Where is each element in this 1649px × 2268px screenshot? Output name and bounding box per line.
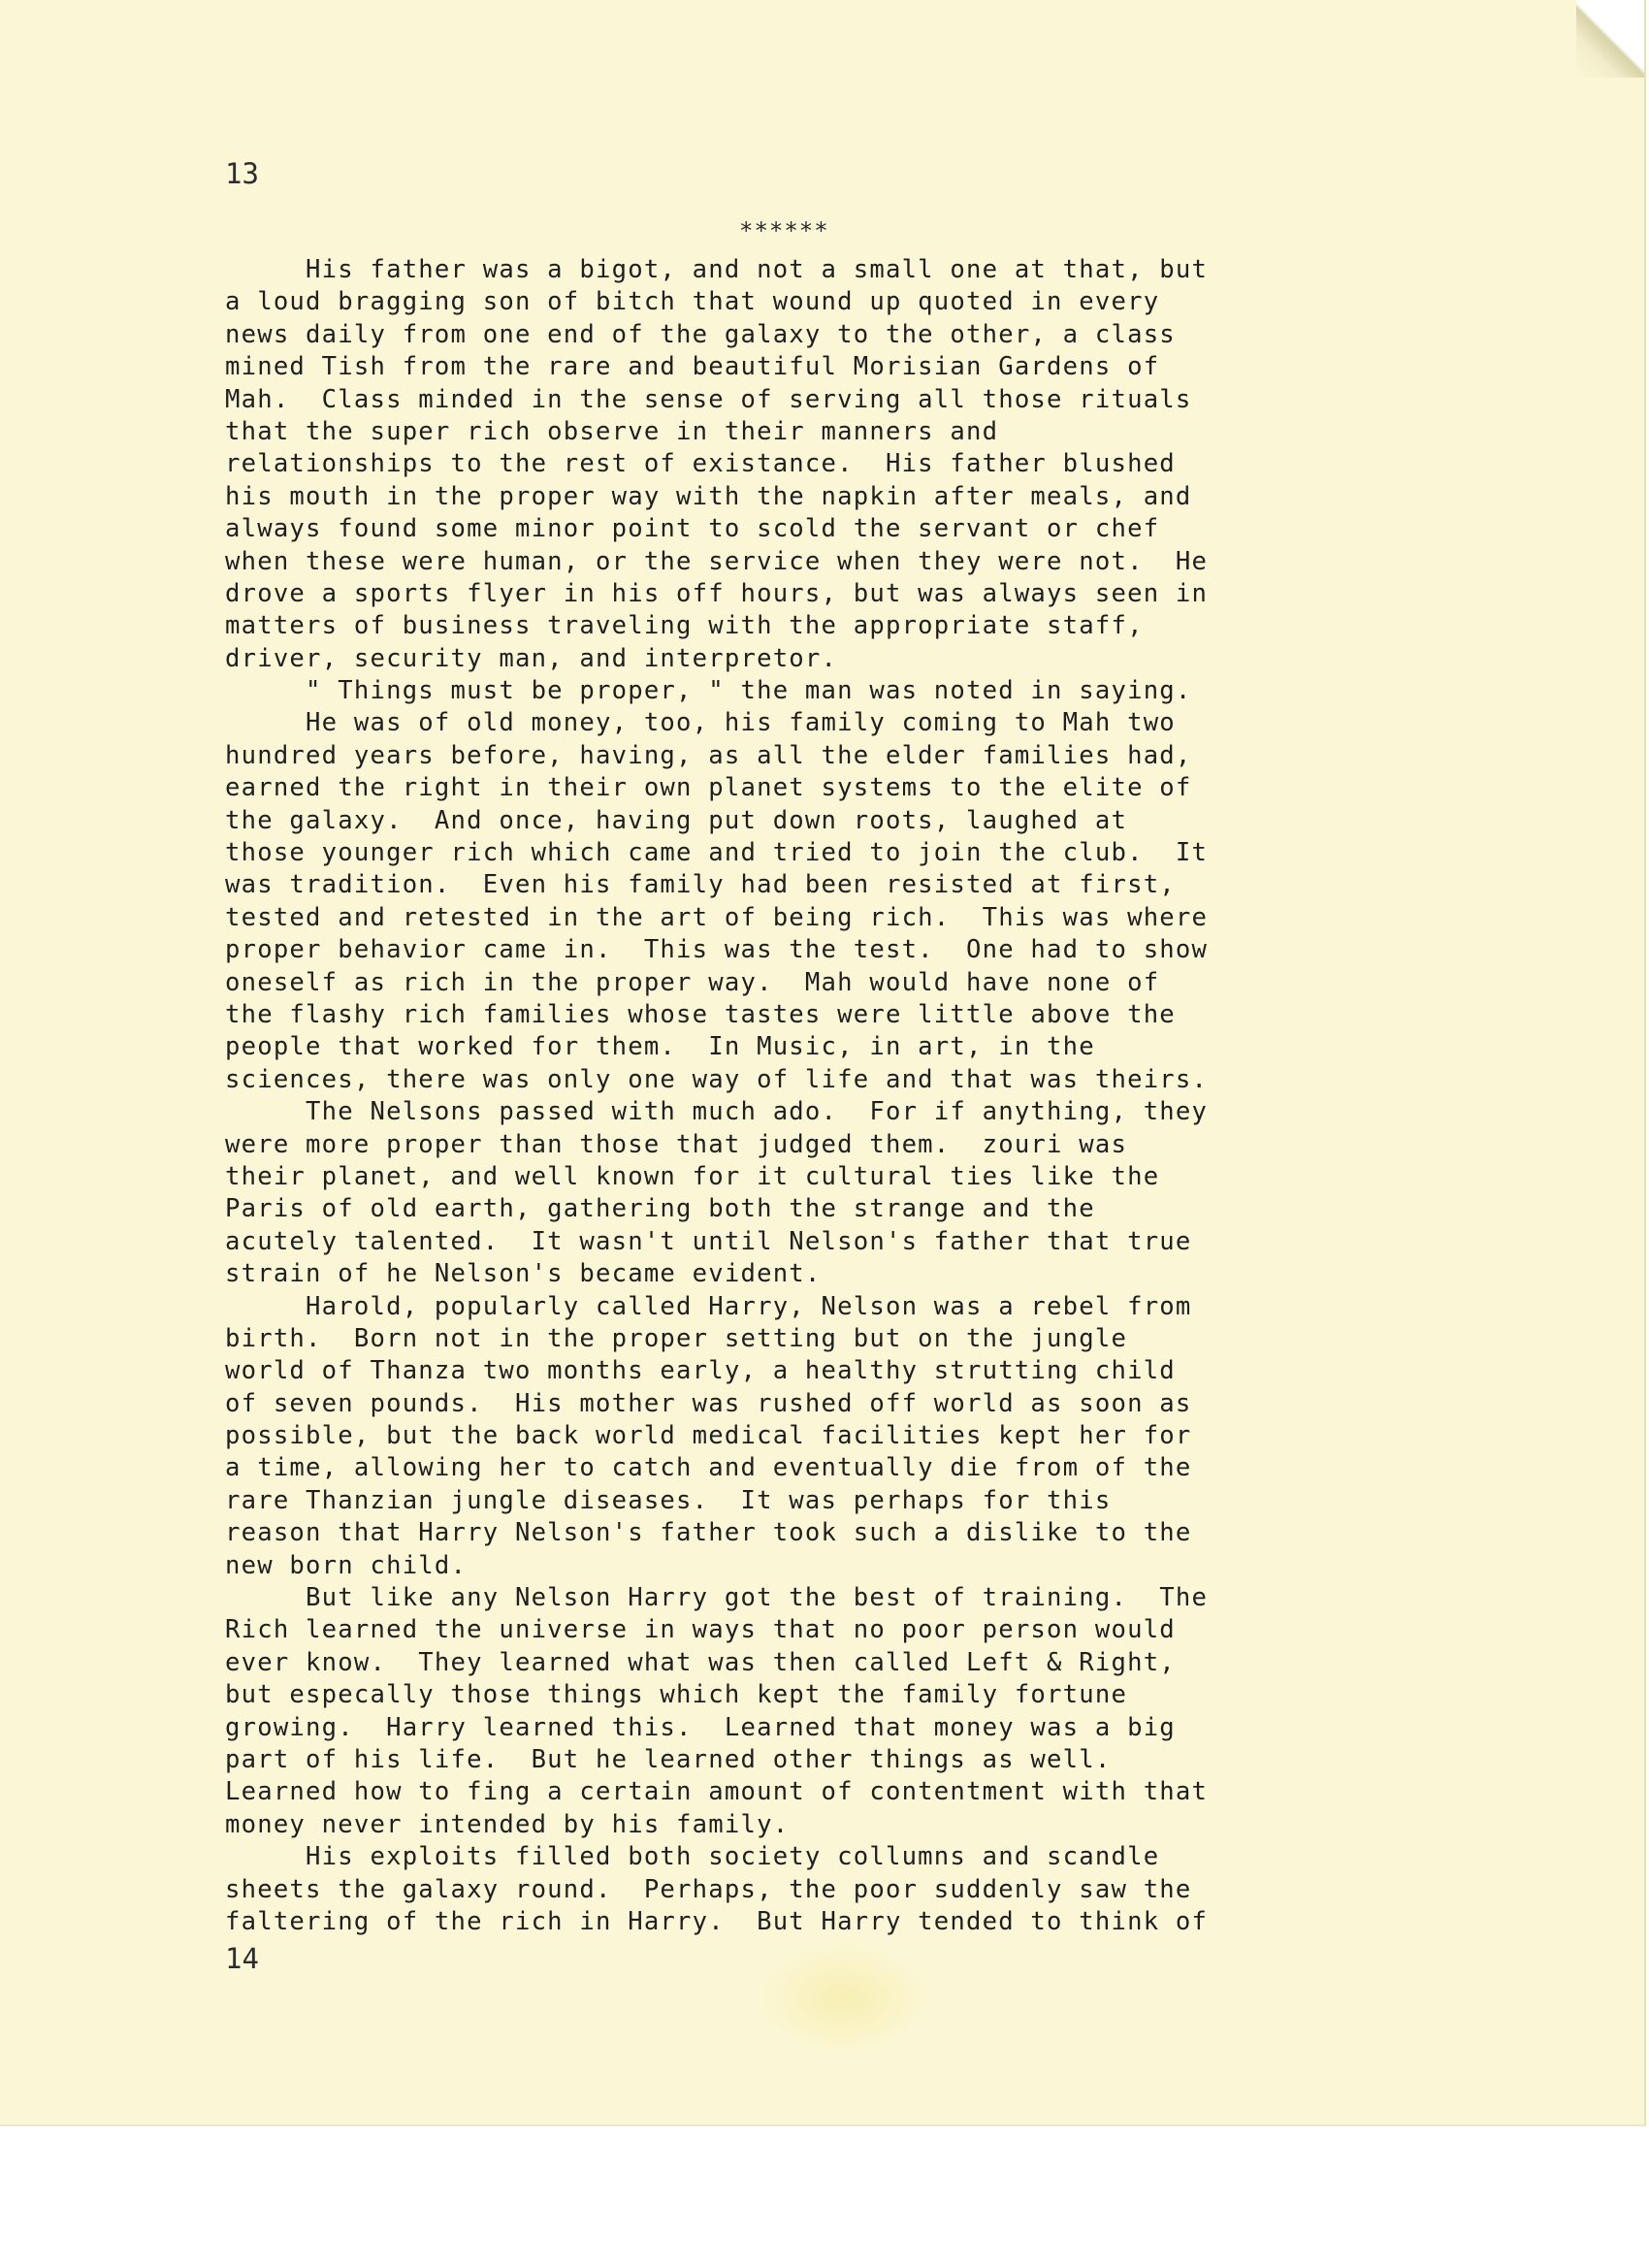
text-line: but especally those things which kept the family fortune	[225, 1680, 1128, 1710]
text-line: money never intended by his family.	[225, 1809, 790, 1839]
text-line: rare Thanzian jungle diseases. It was perhaps for this	[225, 1485, 1112, 1515]
paper-stain	[757, 1940, 931, 2057]
text-line: sheets the galaxy round. Perhaps, the poor suddenly saw the	[225, 1874, 1192, 1904]
text-line: matters of business traveling with the appropriate staff,	[225, 611, 1144, 641]
text-line: earned the right in their own planet systems to the elite of	[225, 773, 1192, 803]
body-text	[225, 254, 1428, 1938]
text-line: people that worked for them. In Music, in art, in the	[225, 1032, 1095, 1062]
text-line: when these were human, or the service when they were not. He	[225, 546, 1209, 576]
text-line: drove a sports flyer in his off hours, but was always seen in	[225, 578, 1209, 608]
text-line: His father was a bigot, and not a small one at that, but	[225, 255, 1209, 284]
text-line: sciences, there was only one way of life and that was theirs.	[225, 1064, 1209, 1094]
text-line: part of his life. But he learned other things as well.	[225, 1744, 1112, 1774]
text-line: world of Thanza two months early, a healthy strutting child	[225, 1356, 1176, 1386]
text-line: He was of old money, too, his family coming to Mah two	[225, 708, 1176, 738]
text-line: The Nelsons passed with much ado. For if anything, they	[225, 1097, 1209, 1127]
text-line: new born child.	[225, 1550, 468, 1580]
text-line: was tradition. Even his family had been resisted at first,	[225, 870, 1176, 900]
text-line: Paris of old earth, gathering both the strange and the	[225, 1194, 1095, 1224]
text-line: strain of he Nelson's became evident.	[225, 1259, 822, 1289]
section-divider: ******	[739, 217, 829, 244]
text-line: the galaxy. And once, having put down roots, laughed at	[225, 805, 1128, 835]
text-line: that the super rich observe in their manners and	[225, 416, 999, 446]
text-line: a time, allowing her to catch and eventually die from of the	[225, 1453, 1192, 1483]
text-line: were more proper than those that judged them. zouri was	[225, 1129, 1128, 1159]
text-line: ever know. They learned what was then called Left & Right,	[225, 1647, 1176, 1677]
text-line: birth. Born not in the proper setting but on the jungle	[225, 1323, 1128, 1353]
text-line: growing. Harry learned this. Learned that money was a big	[225, 1712, 1176, 1742]
folded-corner	[1576, 0, 1644, 78]
text-line: relationships to the rest of existance. His father blushed	[225, 449, 1176, 479]
text-line: hundred years before, having, as all the elder families had,	[225, 740, 1192, 770]
text-line: Learned how to fing a certain amount of contentment with that	[225, 1777, 1209, 1807]
text-line: " Things must be proper, " the man was noted in saying.	[225, 676, 1192, 706]
text-line: faltering of the rich in Harry. But Harry tended to think of	[225, 1906, 1209, 1936]
text-line: those younger rich which came and tried to join the club. It	[225, 838, 1209, 868]
text-line: reason that Harry Nelson's father took such a dislike to the	[225, 1518, 1192, 1548]
text-line: his mouth in the proper way with the napkin after meals, and	[225, 481, 1192, 511]
text-line: tested and retested in the art of being rich. This was where	[225, 902, 1209, 932]
text-line: always found some minor point to scold the servant or chef	[225, 514, 1160, 544]
page-number-bottom: 14	[225, 1942, 259, 1975]
text-line: Rich learned the universe in ways that no poor person would	[225, 1615, 1176, 1645]
text-line: news daily from one end of the galaxy to the other, a class	[225, 319, 1176, 349]
text-line: their planet, and well known for it cultural ties like the	[225, 1161, 1160, 1191]
text-line: Mah. Class minded in the sense of serving all those rituals	[225, 384, 1192, 414]
text-line: possible, but the back world medical facilities kept her for	[225, 1421, 1192, 1451]
text-line: His exploits filled both society collumns and scandle	[225, 1842, 1160, 1872]
text-line: proper behavior came in. This was the test. One had to show	[225, 935, 1209, 965]
text-line: oneself as rich in the proper way. Mah would have none of	[225, 967, 1160, 997]
text-line: But like any Nelson Harry got the best of training. The	[225, 1583, 1209, 1613]
page-number-top: 13	[225, 157, 259, 190]
text-line: of seven pounds. His mother was rushed off world as soon as	[225, 1388, 1192, 1418]
text-line: Harold, popularly called Harry, Nelson was a rebel from	[225, 1291, 1192, 1321]
text-line: a loud bragging son of bitch that wound up quoted in every	[225, 287, 1160, 317]
text-line: acutely talented. It wasn't until Nelson's father that true	[225, 1226, 1192, 1256]
text-line: the flashy rich families whose tastes were little above the	[225, 999, 1176, 1029]
text-line: mined Tish from the rare and beautiful Morisian Gardens of	[225, 352, 1160, 382]
text-line: driver, security man, and interpretor.	[225, 643, 838, 673]
